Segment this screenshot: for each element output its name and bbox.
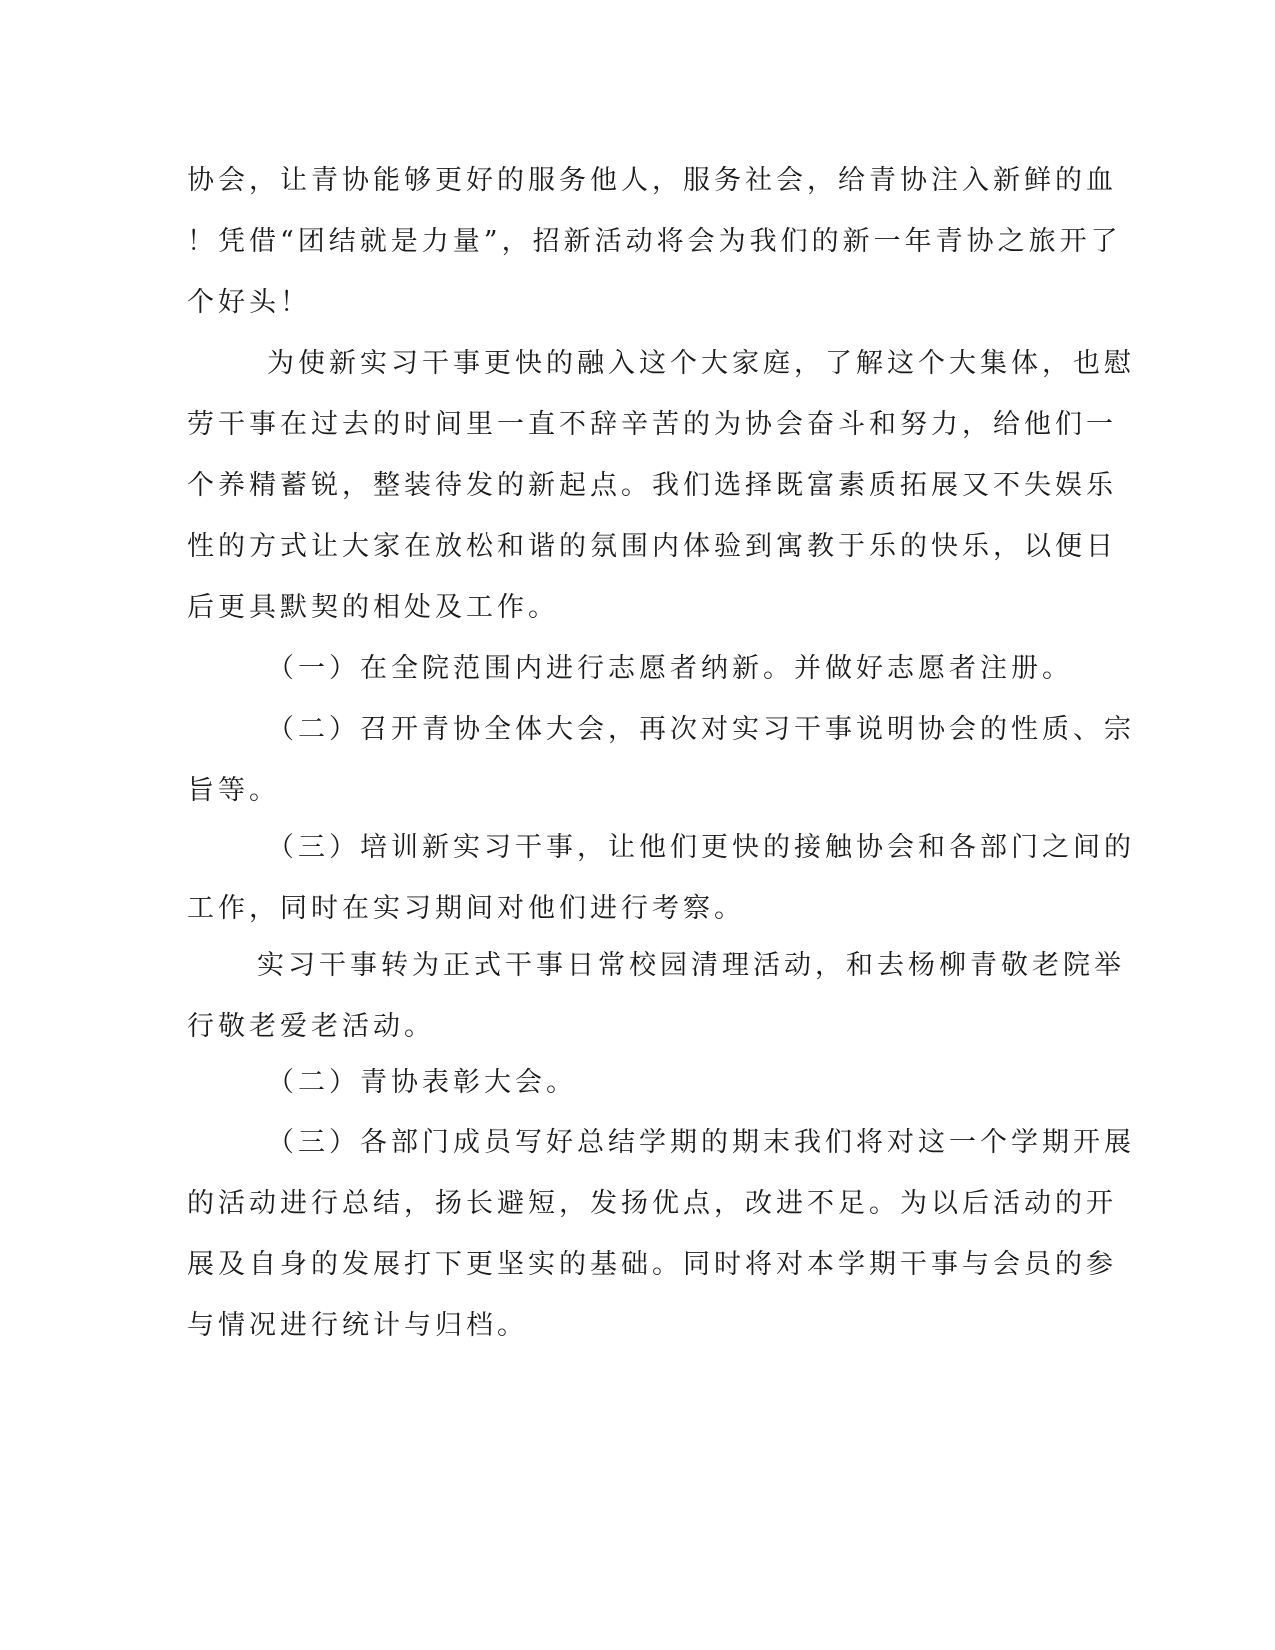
text-line: 行敬老爱老活动。 [187, 1011, 435, 1042]
list-item-1 [187, 638, 1077, 699]
text-line: 性的方式让大家在放松和谐的氛围内体验到寓教于乐的快乐，以便日 [187, 531, 1117, 562]
paragraph-recruitment-conclusion [187, 150, 1122, 333]
list-item-summary [187, 1112, 1135, 1356]
text-line: 实习干事转为正式干事日常校园清理活动，和去杨柳青敬老院举 [257, 950, 1125, 981]
text-line: （三）各部门成员写好总结学期的期末我们将对这一个学期开展 [267, 1127, 1135, 1158]
text-line: （二）召开青协全体大会，再次对实习干事说明协会的性质、宗 [267, 714, 1135, 745]
text-line: 与情况进行统计与归档。 [187, 1310, 528, 1341]
text-line: 劳干事在过去的时间里一直不辞辛苦的为协会奋斗和努力，给他们一 [187, 409, 1117, 440]
text-line: 个养精蓄锐，整装待发的新起点。我们选择既富素质拓展又不失娱乐 [187, 470, 1117, 501]
text-line: 协会，让青协能够更好的服务他人，服务社会，给青协注入新鲜的血 [187, 165, 1117, 196]
text-line: 展及自身的发展打下更坚实的基础。同时将对本学期干事与会员的参 [187, 1249, 1117, 1280]
text-line: 旨等。 [187, 775, 280, 806]
paragraph-activities [187, 935, 1125, 1057]
list-item-2 [187, 699, 1135, 821]
list-item-3 [187, 817, 1135, 939]
text-line: 为使新实习干事更快的融入这个大家庭，了解这个大集体，也慰 [267, 348, 1135, 379]
text-line: （三）培训新实习干事，让他们更快的接触协会和各部门之间的 [267, 832, 1135, 863]
paragraph-purpose [187, 333, 1135, 638]
text-line: 个好头！ [187, 287, 311, 318]
list-item-award [187, 1052, 1077, 1113]
text-line: 后更具默契的相处及工作。 [187, 592, 559, 623]
text-line: 工作，同时在实习期间对他们进行考察。 [187, 893, 745, 924]
text-line: 的活动进行总结，扬长避短，发扬优点，改进不足。为以后活动的开 [187, 1188, 1117, 1219]
text-line: ！凭借“团结就是力量”，招新活动将会为我们的新一年青协之旅开了 [187, 226, 1122, 257]
text-line: （一）在全院范围内进行志愿者纳新。并做好志愿者注册。 [267, 653, 1073, 684]
text-line: （二）青协表彰大会。 [267, 1067, 577, 1098]
